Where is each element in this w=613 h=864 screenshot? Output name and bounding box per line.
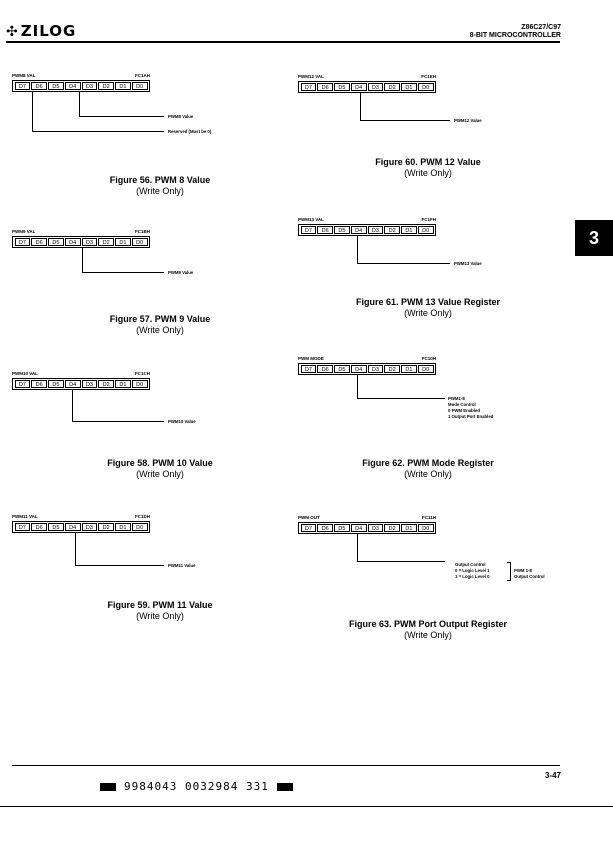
connector-line [75, 565, 164, 566]
bit-cell: D1 [401, 524, 417, 532]
register-title: PWM8 VAL [12, 73, 36, 78]
caption-title: Figure 61. PWM 13 Value Register [355, 297, 501, 307]
bit-cell: D6 [317, 524, 333, 532]
register-title: PWM11 VAL [12, 514, 38, 519]
caption-sub: (Write Only) [404, 469, 452, 479]
bit-cell: D1 [115, 380, 131, 388]
bit-cell: D2 [98, 238, 114, 246]
bit-cell: D2 [98, 380, 114, 388]
bit-cell: D2 [384, 226, 400, 234]
connector-line [79, 116, 164, 117]
header-rule [6, 41, 560, 43]
figure-caption [60, 458, 260, 480]
bit-cell: D2 [98, 82, 114, 90]
bit-cell: D4 [65, 238, 81, 246]
bit-cell: D1 [401, 365, 417, 373]
footer-rule-bottom [0, 806, 613, 807]
figure-caption [328, 619, 528, 641]
bit-cell: D5 [48, 523, 64, 531]
bracket [507, 562, 511, 581]
connector-line [72, 390, 73, 421]
bit-cell: D0 [132, 380, 148, 388]
bit-cell: D4 [351, 226, 367, 234]
caption-sub: (Write Only) [136, 469, 184, 479]
bit-cell: D0 [132, 238, 148, 246]
register-bits [298, 363, 436, 375]
bit-cell: D3 [368, 365, 384, 373]
field-label: PWM13 Value [454, 261, 482, 266]
field-label: PWM10 Value [168, 419, 196, 424]
connector-line [357, 398, 445, 399]
register-address: FC1FH [421, 217, 436, 222]
footer-rule [12, 765, 560, 766]
bit-cell: D4 [65, 380, 81, 388]
connector-line [72, 421, 164, 422]
bit-cell: D5 [48, 238, 64, 246]
caption-title: Figure 63. PWM Port Output Register [348, 619, 507, 629]
register-bits [12, 378, 150, 390]
logo-text: ZILOG [20, 22, 77, 40]
figure-caption [328, 458, 528, 480]
bit-cell: D7 [301, 226, 317, 234]
connector-line [357, 375, 358, 398]
company-logo [6, 22, 76, 40]
connector-line [82, 272, 164, 273]
barcode-block-icon [100, 783, 116, 791]
bit-cell: D3 [82, 523, 98, 531]
bit-cell: D0 [418, 365, 434, 373]
bit-cell: D3 [82, 238, 98, 246]
bit-cell: D0 [132, 82, 148, 90]
register-title: PWM12 VAL [298, 74, 324, 79]
bit-cell: D1 [401, 83, 417, 91]
field-label: 1 Output Port Enabled [448, 414, 494, 419]
zilog-logo-icon: ✣ [6, 24, 19, 40]
field-label: PWM8 Value [168, 114, 194, 119]
field-label: Output Control [455, 562, 486, 567]
bit-cell: D2 [98, 523, 114, 531]
register-address: FC10H [421, 356, 436, 361]
caption-sub: (Write Only) [404, 168, 452, 178]
register-bits [298, 522, 436, 534]
register-bits [298, 81, 436, 93]
bit-cell: D4 [351, 524, 367, 532]
bit-cell: D1 [115, 238, 131, 246]
register-address: FC1BH [134, 229, 150, 234]
bit-cell: D7 [301, 83, 317, 91]
field-label: 0 PWM Enabled [448, 408, 480, 413]
bit-cell: D0 [418, 524, 434, 532]
register-bits [12, 521, 150, 533]
bit-cell: D1 [401, 226, 417, 234]
register-title: PWM MODE [298, 356, 324, 361]
bit-cell: D6 [317, 83, 333, 91]
caption-title: Figure 59. PWM 11 Value [107, 600, 213, 610]
bit-cell: D0 [418, 83, 434, 91]
register-address: FC1AH [134, 73, 150, 78]
caption-title: Figure 58. PWM 10 Value [107, 458, 213, 468]
barcode [92, 780, 301, 793]
header-subtitle: 8-BIT MICROCONTROLLER [469, 32, 561, 39]
caption-title: Figure 56. PWM 8 Value [109, 175, 211, 185]
figure-caption [60, 314, 260, 336]
caption-sub: (Write Only) [136, 186, 184, 196]
bit-cell: D3 [368, 83, 384, 91]
register-title: PWM13 VAL [298, 217, 324, 222]
connector-line [32, 131, 164, 132]
bit-cell: D6 [31, 523, 47, 531]
register-bits [12, 236, 150, 248]
caption-title: Figure 60. PWM 12 Value [375, 157, 481, 167]
bit-cell: D3 [368, 524, 384, 532]
caption-sub: (Write Only) [404, 630, 452, 640]
field-label: PWM12 Value [454, 118, 482, 123]
part-number: Z86C27/C97 [521, 24, 561, 31]
connector-line [75, 533, 76, 565]
figure-caption [328, 157, 528, 179]
bit-cell: D5 [48, 82, 64, 90]
field-label: PWM 1-8 [514, 568, 532, 573]
register-address: FC11H [421, 515, 436, 520]
bit-cell: D7 [15, 238, 31, 246]
bit-cell: D7 [15, 380, 31, 388]
connector-line [32, 92, 33, 131]
field-label: Reserved (Must be 0) [168, 129, 212, 134]
bit-cell: D4 [65, 82, 81, 90]
register-address: FC1DH [134, 514, 150, 519]
caption-title: Figure 57. PWM 9 Value [109, 314, 211, 324]
field-label: 0 = Logic Level 1 [455, 568, 490, 573]
figure-caption [328, 297, 528, 319]
bit-cell: D7 [15, 523, 31, 531]
barcode-block-icon [277, 783, 293, 791]
bit-cell: D0 [132, 523, 148, 531]
connector-line [357, 263, 450, 264]
figure-caption [60, 600, 260, 622]
connector-line [79, 92, 80, 116]
bit-cell: D7 [15, 82, 31, 90]
bit-cell: D5 [334, 524, 350, 532]
bit-cell: D6 [31, 380, 47, 388]
register-title: PWM10 VAL [12, 371, 38, 376]
field-label: Output Control [514, 574, 545, 579]
barcode-text: 9984043 0032984 331 [124, 780, 269, 793]
connector-line [360, 93, 361, 120]
bit-cell: D3 [82, 82, 98, 90]
bit-cell: D5 [334, 365, 350, 373]
section-tab: 3 [575, 220, 613, 256]
bit-cell: D1 [115, 523, 131, 531]
bit-cell: D0 [418, 226, 434, 234]
connector-line [360, 120, 450, 121]
bit-cell: D6 [31, 82, 47, 90]
connector-line [357, 236, 358, 263]
bit-cell: D2 [384, 83, 400, 91]
field-label: Mode Control [448, 402, 476, 407]
register-address: FC1EH [421, 74, 436, 79]
connector-line [357, 561, 445, 562]
bit-cell: D1 [115, 82, 131, 90]
bit-cell: D3 [368, 226, 384, 234]
bit-cell: D3 [82, 380, 98, 388]
register-title: PWM OUT [298, 515, 320, 520]
caption-sub: (Write Only) [136, 611, 184, 621]
bit-cell: D4 [65, 523, 81, 531]
register-address: FC1CH [134, 371, 150, 376]
bit-cell: D5 [334, 83, 350, 91]
bit-cell: D6 [31, 238, 47, 246]
bit-cell: D5 [48, 380, 64, 388]
bit-cell: D6 [317, 365, 333, 373]
connector-line [357, 534, 358, 561]
page-number: 3-47 [544, 771, 561, 780]
figure-caption [60, 175, 260, 197]
caption-sub: (Write Only) [404, 308, 452, 318]
field-label: PWM9 Value [168, 270, 194, 275]
field-label: 1 = Logic Level 0 [455, 574, 490, 579]
field-label: PWM1-8 [448, 396, 465, 401]
bit-cell: D7 [301, 524, 317, 532]
caption-title: Figure 62. PWM Mode Register [362, 458, 494, 468]
register-bits [298, 224, 436, 236]
page-header-right [470, 24, 561, 40]
caption-sub: (Write Only) [136, 325, 184, 335]
bit-cell: D5 [334, 226, 350, 234]
register-bits [12, 80, 150, 92]
bit-cell: D4 [351, 365, 367, 373]
field-label: PWM11 Value [168, 563, 196, 568]
bit-cell: D2 [384, 524, 400, 532]
bit-cell: D7 [301, 365, 317, 373]
bit-cell: D6 [317, 226, 333, 234]
connector-line [82, 248, 83, 272]
register-title: PWM9 VAL [12, 229, 36, 234]
bit-cell: D2 [384, 365, 400, 373]
bit-cell: D4 [351, 83, 367, 91]
